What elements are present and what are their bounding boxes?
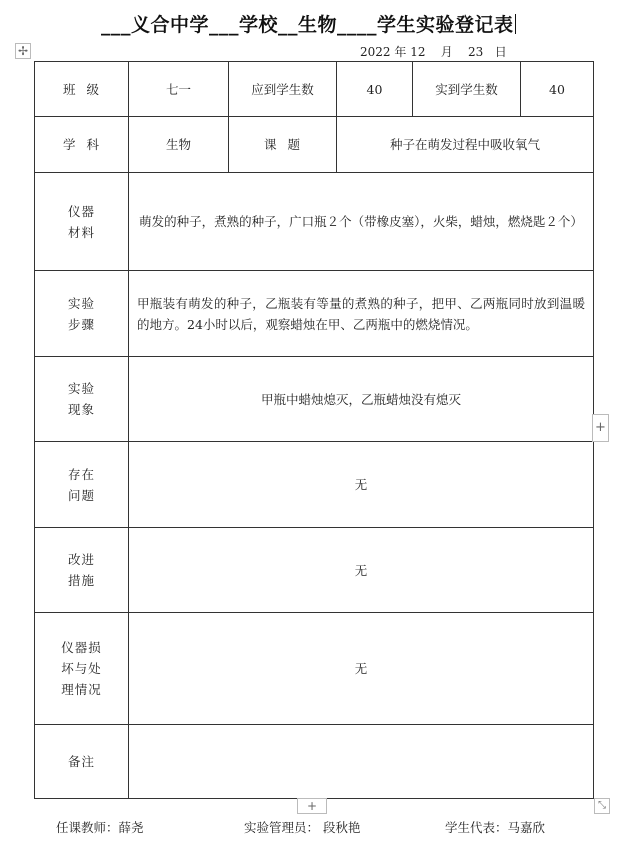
date-day-unit: 日 [494, 45, 507, 59]
add-row-button[interactable]: + [297, 798, 327, 814]
footer-teacher [56, 818, 144, 836]
subject-label: 学 科 [35, 117, 129, 173]
manager-name: 段秋艳 [323, 820, 361, 835]
table-row [35, 725, 594, 799]
damage-label-line2: 坏与处 [61, 661, 102, 676]
teacher-name: 薛尧 [118, 820, 144, 835]
footer-student [445, 818, 545, 836]
table-row [35, 62, 594, 117]
problems-label-line1: 存在 [67, 466, 95, 482]
remarks-value[interactable] [129, 725, 594, 799]
table-row [35, 173, 594, 271]
footer-manager [244, 818, 361, 836]
improvements-value[interactable]: 无 [129, 528, 594, 613]
improvements-label [35, 528, 129, 613]
steps-label-line1: 实验 [67, 295, 95, 311]
equipment-label-line1: 仪器 [67, 203, 95, 219]
phenomenon-label [35, 357, 129, 442]
teacher-label: 任课教师： [56, 820, 119, 835]
damage-label [35, 613, 129, 725]
damage-label-line3: 理情况 [61, 682, 102, 697]
actual-students-value[interactable]: 40 [521, 62, 594, 117]
steps-label [35, 271, 129, 357]
expected-students-label: 应到学生数 [229, 62, 337, 117]
phenomenon-label-line1: 实验 [67, 381, 95, 396]
phenomenon-label-line2: 现象 [67, 402, 95, 417]
table-move-handle-icon[interactable]: ✢ [15, 43, 31, 59]
remarks-label: 备注 [35, 725, 129, 799]
table-resize-handle-icon[interactable]: ⤡ [594, 798, 610, 814]
steps-value[interactable]: 甲瓶装有萌发的种子，乙瓶装有等量的煮熟的种子，把甲、乙两瓶同时放到温暖的地方。24小时以后，观察蜡烛在甲、乙两瓶中的燃烧情况。 [129, 271, 594, 357]
table-row [35, 357, 594, 442]
table-row [35, 613, 594, 725]
manager-label: 实验管理员： [244, 820, 320, 835]
date-year: 2022 [360, 45, 391, 59]
problems-label [35, 442, 129, 528]
add-column-button[interactable]: + [592, 414, 609, 442]
equipment-label-line2: 材料 [67, 224, 95, 240]
improvements-label-line2: 措施 [67, 573, 95, 588]
equipment-value[interactable]: 萌发的种子，煮熟的种子，广口瓶２个（带橡皮塞），火柴，蜡烛，燃烧匙２个） [129, 173, 594, 271]
topic-value[interactable]: 种子在萌发过程中吸收氧气 [337, 117, 594, 173]
page-title [0, 10, 617, 37]
table-row [35, 271, 594, 357]
expected-students-value[interactable]: 40 [337, 62, 413, 117]
damage-value[interactable]: 无 [129, 613, 594, 725]
date-month-unit: 月 [440, 45, 453, 59]
equipment-label [35, 173, 129, 271]
subject-value[interactable]: 生物 [129, 117, 229, 173]
registration-table [34, 61, 594, 799]
class-label: 班 级 [35, 62, 129, 117]
student-label: 学生代表： [445, 820, 508, 835]
damage-label-line1: 仪器损 [61, 640, 102, 655]
date-year-unit: 年 [394, 45, 407, 59]
actual-students-label: 实到学生数 [413, 62, 521, 117]
date-line [360, 43, 580, 60]
student-name: 马嘉欣 [507, 820, 546, 835]
date-month: 12 [410, 45, 426, 59]
date-day: 23 [468, 45, 484, 59]
text-cursor [515, 14, 517, 34]
table-row [35, 442, 594, 528]
topic-label: 课 题 [229, 117, 337, 173]
table-row [35, 117, 594, 173]
phenomenon-value[interactable]: 甲瓶中蜡烛熄灭，乙瓶蜡烛没有熄灭 [129, 357, 594, 442]
class-value[interactable]: 七一 [129, 62, 229, 117]
title-text: ___义合中学___学校__生物____学生实验登记表 [100, 14, 514, 36]
problems-value[interactable]: 无 [129, 442, 594, 528]
problems-label-line2: 问题 [67, 487, 95, 503]
steps-label-line2: 步骤 [67, 316, 95, 332]
improvements-label-line1: 改进 [67, 552, 95, 567]
table-row [35, 528, 594, 613]
